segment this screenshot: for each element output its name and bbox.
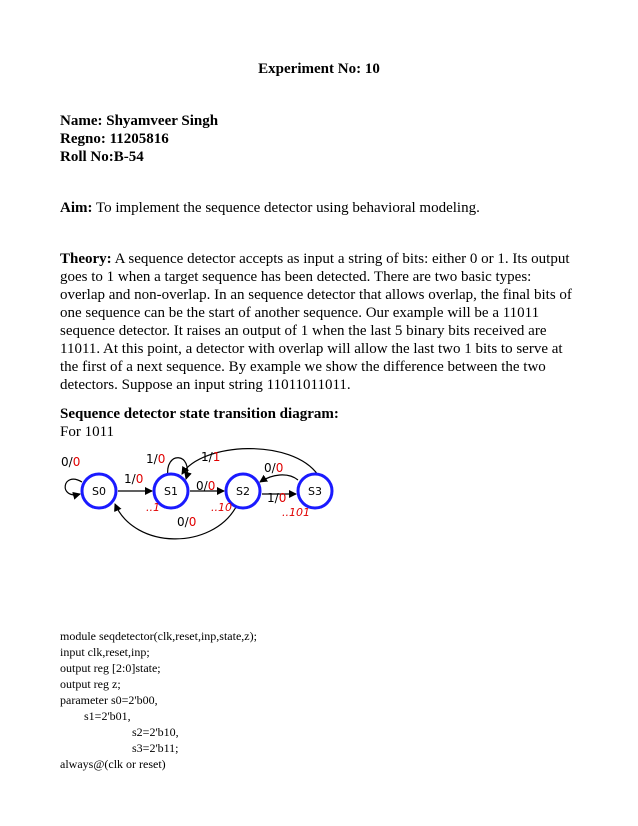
code-line: input clk,reset,inp; [60,645,150,659]
transition-label: 1/1 [201,450,221,464]
experiment-title: Experiment No: 10 [258,61,380,77]
transition-label: 0/0 [264,461,284,475]
state-label: S2 [236,485,250,498]
theory-label: Theory: [60,251,112,267]
code-line: s3=2'b11; [60,741,179,755]
aim-text: To implement the sequence detector using behavioral modeling. [95,200,480,216]
edge-s0-self [65,479,82,495]
code-line: always@(clk or reset) [60,757,166,771]
code-line: s1=2'b01, [60,709,131,723]
transition-label: 0/0 [196,479,216,493]
transition-label: 1/0 [146,452,166,466]
transition-label: 1/0 [267,491,287,505]
sequence-label: ..1 [146,501,160,514]
verilog-code [60,628,257,772]
code-line: module seqdetector(clk,reset,inp,state,z); [60,629,257,643]
state-label: S0 [92,485,106,498]
theory-line: sequence detector. It raises an output of 1 when the last 5 binary bits received are [60,323,547,339]
student-name: Shyamveer Singh [106,113,219,129]
name-label: Name: [60,113,103,129]
code-line: output reg [2:0]state; [60,661,161,675]
theory-line: A sequence detector accepts as input a string of bits: either 0 or 1. Its output [114,251,570,267]
sequence-label: ..101 [282,506,310,519]
edge-s3-s2 [260,475,298,482]
theory-line: 11011. At this point, a detector with overlap will allow the last two 1 bits to serve at [60,341,563,357]
regno-value: 11205816 [109,131,169,147]
code-line: output reg z; [60,677,121,691]
code-line: s2=2'b10, [60,725,179,739]
transition-label: 0/0 [177,515,197,529]
diagram-subheading: For 1011 [60,424,115,440]
state-label: S3 [308,485,322,498]
roll-value: B-54 [113,149,144,165]
transition-label: 1/0 [124,472,144,486]
theory-line: the first of a next sequence. By example we show the difference between the two [60,359,546,375]
code-line: parameter s0=2'b00, [60,693,158,707]
transition-label: 0/0 [61,455,81,469]
theory-line: one sequence can be the start of another sequence. Our example will be a 11011 [60,305,540,321]
diagram-heading: Sequence detector state transition diagram: [60,406,339,422]
theory-line: detectors. Suppose an input string 11011011011. [60,377,351,393]
aim-label: Aim: [60,200,93,216]
roll-label: Roll No: [60,149,114,165]
theory-line: overlap and non-overlap. In an sequence detector that allows overlap, the final bits of [60,287,572,303]
theory-line: goes to 1 when a target sequence has been detected. There are two basic types: [60,269,532,285]
state-label: S1 [164,485,178,498]
sequence-label: ..10 [211,501,232,514]
regno-label: Regno: [60,131,106,147]
